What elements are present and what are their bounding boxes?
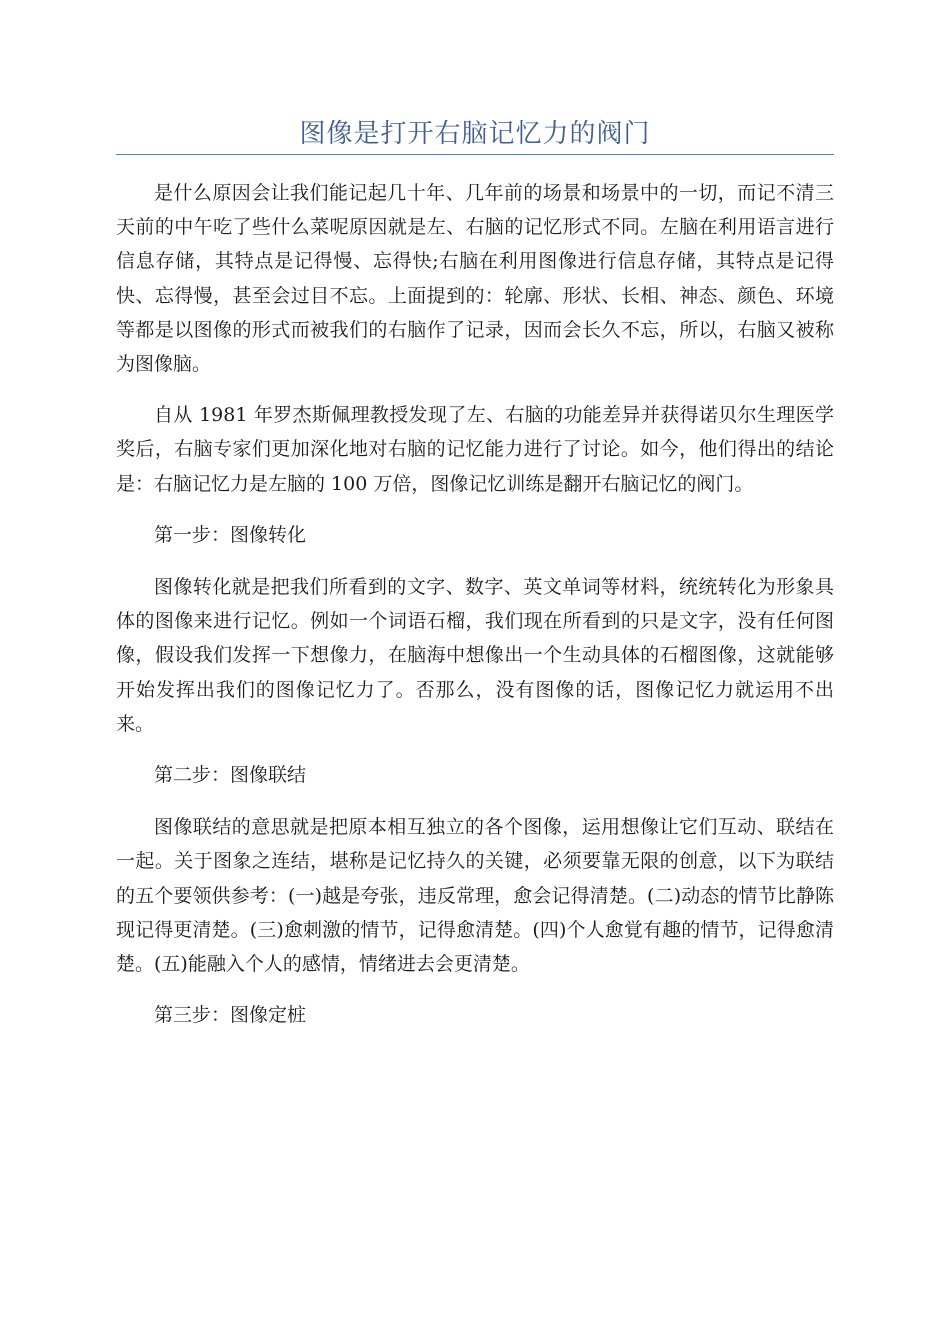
paragraph-image-conversion: 图像转化就是把我们所看到的文字、数字、英文单词等材料，统统转化为形象具体的图像来进行记忆。例如一个词语石榴，我们现在所看到的只是文字，没有任何图像，假设我们发挥一下想像力，在脑海中想像出一个生动具体的石榴图像，这就能够开始发挥出我们的图像记忆力了。否那么，没有图像的话，图像记忆力就运用不出来。 (116, 576, 834, 735)
paragraph-image-linking: 图像联结的意思就是把原本相互独立的各个图像，运用想像让它们互动、联结在一起。关于图象之连结，堪称是记忆持久的关键，必须要靠无限的创意，以下为联结的五个要领供参考：(一)越是夸张，违反常理，愈会记得清楚。(二)动态的情节比静陈现记得更清楚。(三)愈刺激的情节，记得愈清楚。(四)个人愈覚有趣的情节，记得愈清楚。(五)能融入个人的感情，情绪进去会更清楚。 (116, 816, 834, 976)
step-heading-3: 第三步：图像定桩 (154, 1004, 307, 1027)
step-heading-2: 第二步：图像联结 (154, 764, 307, 787)
document-title: 图像是打开右脑记忆力的阀门 (299, 119, 651, 149)
step-heading-1: 第一步：图像转化 (154, 523, 307, 546)
document-body (116, 176, 834, 1050)
paragraph-history: 自从 1981 年罗杰斯佩理教授发现了左、右脑的功能差异并获得诺贝尔生理医学奖后，右脑专家们更加深化地对右脑的记忆能力进行了讨论。如今，他们得出的结论是：右脑记忆力是左脑的 100 万倍，图像记忆训练是翻开右脑记忆的阀门。 (116, 404, 834, 495)
title-underline (116, 154, 834, 155)
paragraph-intro: 是什么原因会让我们能记起几十年、几年前的场景和场景中的一切，而记不清三天前的中午吃了些什么菜呢原因就是左、右脑的记忆形式不同。左脑在利用语言进行信息存储，其特点是记得慢、忘得快;右脑在利用图像进行信息存储，其特点是记得快、忘得慢，甚至会过目不忘。上面提到的：轮廓、形状、长相、神态、颜色、环境等都是以图像的形式而被我们的右脑作了记录，因而会长久不忘，所以，右脑又被称为图像脑。 (116, 182, 834, 376)
